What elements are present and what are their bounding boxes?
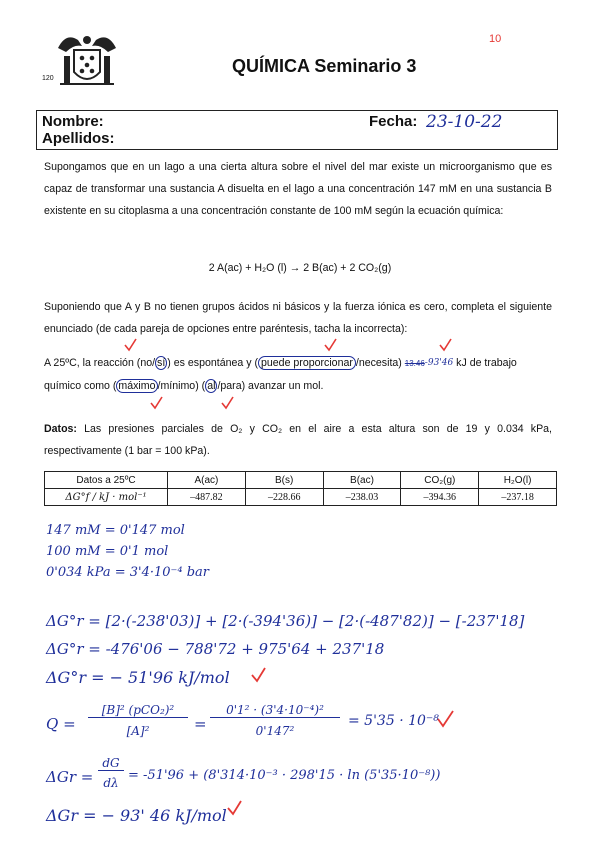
table-row [45,472,557,489]
logo-number: 120 [42,75,54,82]
option-si: sí [157,357,166,369]
hw-conversion-2: 100 mM = 0'1 mol [46,544,169,559]
table-cell: –487.82 [168,489,246,506]
table-header-label: Datos a 25ºC [45,472,168,489]
statement-text: /necesita) [355,357,405,369]
table-column-header: CO₂(g) [401,472,479,489]
apellidos-label: Apellidos: [42,130,115,147]
hw-conversion-1: 147 mM = 0'147 mol [46,523,185,538]
option-puede-proporcionar: puede proporcionar [258,356,356,370]
check-icon [250,667,266,683]
instruction-paragraph: Suponiendo que A y B no tienen grupos ácidos ni básicos y la fuerza iónica es cero, completa el siguiente enunciado (de cada pareja de opciones entre paréntesis, tacha la incorrecta): [44,301,552,335]
intro-paragraph: Supongamos que en un lago a una cierta altura sobre el nivel del mar existe un microorganismo que es capaz de transformar una sustancia A disuelta en el lago a una concentración 147 mM en una sustancia B existente en su citoplasma a una concentración constante de 100 mM según la ecuación química: [44,161,552,217]
header-box [36,110,558,150]
handwritten-value: -93'46 [424,358,454,368]
hw-dgr-denominator: dλ [103,776,119,790]
check-icon [149,396,163,410]
statement [44,352,559,397]
hw-dgr-rhs: = -51'96 + (8'314·10⁻³ · 298'15 · ln (5'35·10⁻⁸)) [128,768,441,783]
datos-label: Datos: [44,423,77,435]
fecha-value: 23-10-22 [426,112,503,132]
table-column-header: B(ac) [323,472,401,489]
table-column-header: B(s) [245,472,323,489]
table-row-label: ΔG°f / kJ · mol⁻¹ [45,489,168,506]
hw-dg-line-1: ΔG°r = [2·(-238'03)] + [2·(-394'36)] − [2·(-487'82)] − [-237'18] [46,612,525,630]
check-icon [220,396,234,410]
struck-value: 13.46 [404,359,425,368]
nombre-label: Nombre: [42,113,104,130]
table-cell: –228.66 [245,489,323,506]
statement-text: químico como ( [44,380,117,392]
check-icon [436,710,454,728]
table-column-header: H₂O(l) [479,472,557,489]
page-number: 10 [489,33,502,45]
hw-q-equals: = [194,715,207,733]
table-row [45,489,557,506]
table-column-header: A(ac) [168,472,246,489]
page-title: QUÍMICA Seminario 3 [232,56,417,76]
hw-dg-line-3: ΔG°r = − 51'96 kJ/mol [46,668,230,687]
datos-paragraph [44,418,552,462]
datos-text: Las presiones parciales de O₂ y CO₂ en el aire a esta altura son de 19 y 0.034 kPa, respectivamente (1 bar = 100 kPa). [44,423,552,457]
data-table [44,471,557,506]
hw-q-denominator: [A]² [126,724,150,738]
fecha-label: Fecha: [369,113,418,130]
chemical-equation: 2 A(ac) + H₂O (l) → 2 B(ac) + 2 CO₂(g) [208,262,392,274]
hw-q-numerator: [B]² (pCO₂)² [88,703,188,718]
hw-dg-line-2: ΔG°r = -476'06 − 788'72 + 975'64 + 237'18 [46,640,385,658]
hw-q-denominator-2: 0'147² [255,724,295,738]
hw-q-result: = 5'35 · 10⁻⁸ [348,713,439,729]
check-icon [123,338,137,352]
hw-q-numerator-2: 0'1² · (3'4·10⁻⁴)² [210,703,340,718]
statement-text: /para) avanzar un mol. [217,380,324,392]
table-cell: –237.18 [479,489,557,506]
hw-dgr-lhs: ΔGr = [46,768,94,786]
check-icon [226,800,242,816]
university-logo [52,26,122,94]
hw-conversion-3: 0'034 kPa = 3'4·10⁻⁴ bar [46,565,210,580]
check-icon [323,338,337,352]
table-cell: –394.36 [401,489,479,506]
statement-text: ) es espontánea y ( [167,357,258,369]
hw-q-lhs: Q = [46,715,76,733]
table-cell: –238.03 [323,489,401,506]
statement-text: /mínimo) ( [157,380,206,392]
option-al: al [207,380,216,392]
statement-text: A 25ºC, la reacción (no/ [44,357,156,369]
hw-dgr-numerator: dG [98,756,124,771]
statement-text: kJ de trabajo [453,357,517,369]
hw-dgr-final: ΔGr = − 93' 46 kJ/mol [46,806,227,825]
option-maximo: máximo [118,380,156,392]
check-icon [438,338,452,352]
